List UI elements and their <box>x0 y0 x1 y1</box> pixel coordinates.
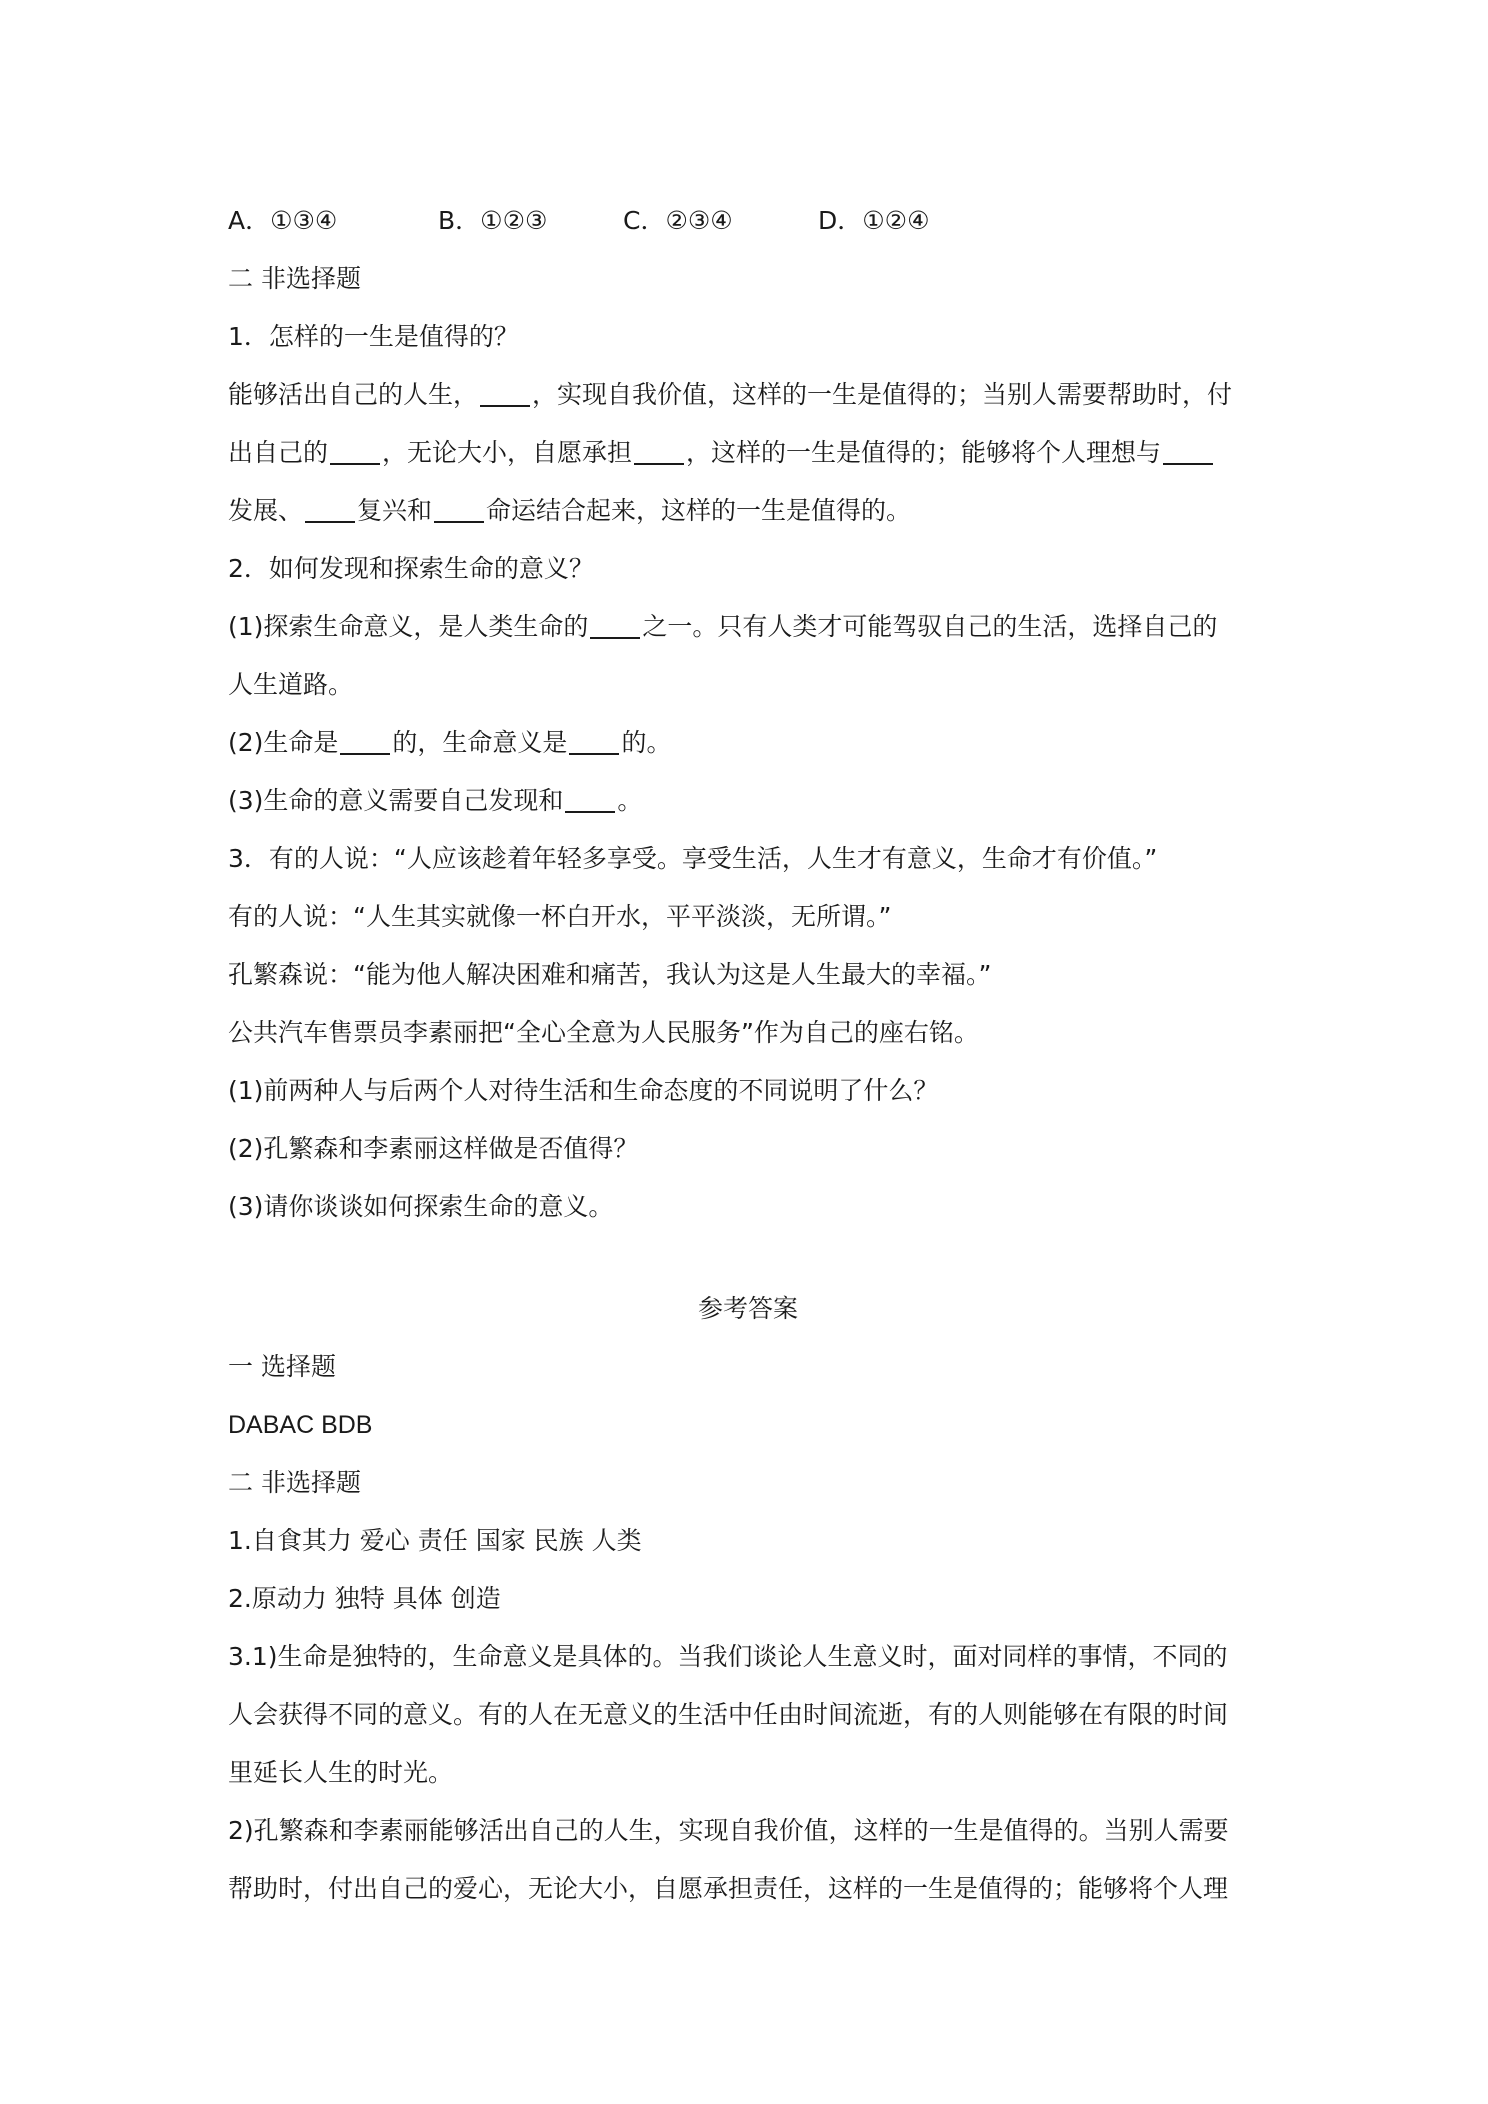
answers-section-2: 二 非选择题 <box>228 1468 361 1497</box>
question-3-sub-2: (2)孔繁森和李素丽这样做是否值得？ <box>228 1134 639 1163</box>
option-b: B．①②③ <box>438 206 548 235</box>
answer-blank <box>480 381 530 407</box>
answer-2: 2.原动力 独特 具体 创造 <box>228 1584 501 1613</box>
answer-3-1-line-3: 里延长人生的时光。 <box>228 1758 454 1787</box>
choice-answers: DABAC BDB <box>228 1411 373 1439</box>
answers-section-1: 一 选择题 <box>228 1352 336 1381</box>
option-a: A．①③④ <box>228 206 338 235</box>
question-3-sub-1: (1)前两种人与后两个人对待生活和生命态度的不同说明了什么？ <box>228 1076 939 1105</box>
question-1-line-2: 出自己的 ，无论大小，自愿承担 ，这样的一生是值得的；能够将个人理想与 <box>228 424 1268 482</box>
question-3-sub-3: (3)请你谈谈如何探索生命的意义。 <box>228 1192 614 1221</box>
answer-3-1-line-1: 3.1)生命是独特的，生命意义是具体的。当我们谈论人生意义时，面对同样的事情，不同的 <box>228 1642 1228 1671</box>
answers-title: 参考答案 <box>697 1294 798 1323</box>
question-2-part-1-cont: 人生道路。 <box>228 670 354 699</box>
question-1-title: 1．怎样的一生是值得的？ <box>228 322 519 351</box>
answer-blank <box>340 729 390 755</box>
answer-blank <box>330 439 380 465</box>
answer-3-2-line-2: 帮助时，付出自己的爱心，无论大小，自愿承担责任，这样的一生是值得的；能够将个人理 <box>228 1874 1229 1903</box>
answer-3-2-line-1: 2)孔繁森和李素丽能够活出自己的人生，实现自我价值，这样的一生是值得的。当别人需要 <box>228 1816 1229 1845</box>
question-2-part-2: (2)生命是 的，生命意义是 的。 <box>228 728 672 757</box>
answer-blank <box>634 439 684 465</box>
option-c: C．②③④ <box>623 206 733 235</box>
answer-blank <box>1163 439 1213 465</box>
question-3-line-2: 有的人说：“人生其实就像一杯白开水，平平淡淡，无所谓。” <box>228 902 892 931</box>
option-d: D．①②④ <box>818 206 930 235</box>
choice-options <box>228 192 1268 250</box>
answer-blank <box>305 497 355 523</box>
answer-blank <box>569 729 619 755</box>
question-2-title: 2．如何发现和探索生命的意义？ <box>228 554 594 583</box>
question-3-line-4: 公共汽车售票员李素丽把“全心全意为人民服务”作为自己的座右铭。 <box>228 1018 979 1047</box>
question-1-line-3: 发展、 复兴和 命运结合起来，这样的一生是值得的。 <box>228 496 912 525</box>
question-1-line-1: 能够活出自己的人生， ，实现自我价值，这样的一生是值得的；当别人需要帮助时，付 <box>228 380 1233 409</box>
answer-1: 1.自食其力 爱心 责任 国家 民族 人类 <box>228 1526 642 1555</box>
question-3-line-1: 3．有的人说：“人应该趁着年轻多享受。享受生活，人生才有意义，生命才有价值。” <box>228 844 1158 873</box>
answer-3-1-line-2: 人会获得不同的意义。有的人在无意义的生活中任由时间流逝，有的人则能够在有限的时间 <box>228 1700 1229 1729</box>
answer-blank <box>434 497 484 523</box>
section-gap <box>228 1236 1268 1280</box>
answer-blank <box>590 613 640 639</box>
section-heading: 二 非选择题 <box>228 264 361 293</box>
question-2-part-3: (3)生命的意义需要自己发现和 。 <box>228 786 643 815</box>
answer-blank <box>565 787 615 813</box>
question-3-line-3: 孔繁森说：“能为他人解决困难和痛苦，我认为这是人生最大的幸福。” <box>228 960 992 989</box>
question-2-part-1: (1)探索生命意义，是人类生命的 之一。只有人类才可能驾驭自己的生活，选择自己的 <box>228 612 1218 641</box>
